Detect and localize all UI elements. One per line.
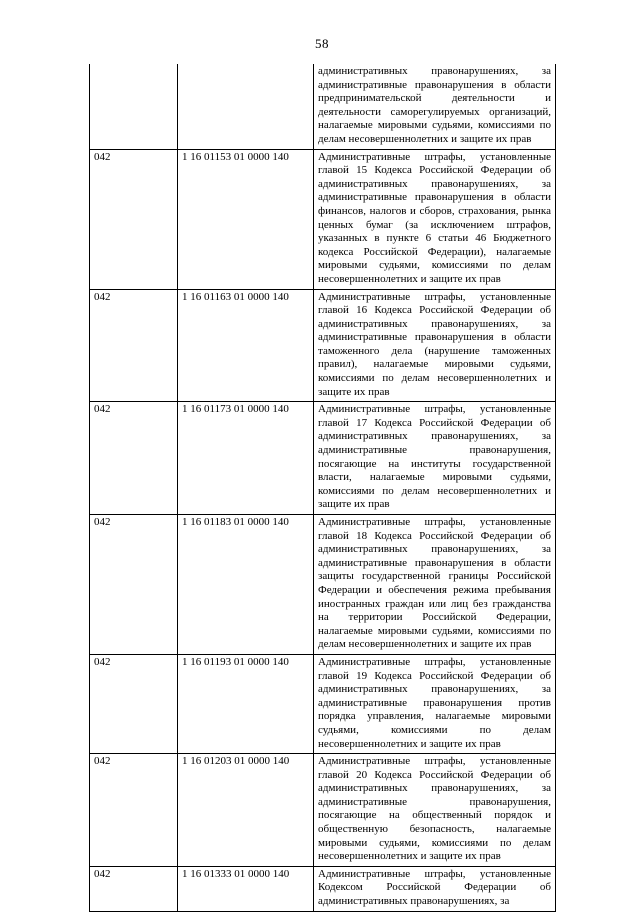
description-cell: Административные штрафы, установленные главой 18 Кодекса Российской Федерации об административных правонарушениях, за административные правонарушения в области защиты государственной границы Российской Федерации и обеспечения режима пребывания иностранных граждан или лиц без гражданства на территории Российской Федерации, налагаемые мировыми судьями, комиссиями по делам несовершеннолетних и защите их прав <box>314 515 556 655</box>
admin-code-cell <box>90 64 178 149</box>
admin-code-cell: 042 <box>90 654 178 753</box>
table-row <box>90 402 556 515</box>
table-row <box>90 654 556 753</box>
description-cell: Административные штрафы, установленные главой 16 Кодекса Российской Федерации об административных правонарушениях, за административные правонарушения в области таможенного дела (нарушение таможенных правил), налагаемые мировыми судьями, комиссиями по делам несовершеннолетних и защите их прав <box>314 289 556 402</box>
kbk-code-cell: 1 16 01333 01 0000 140 <box>178 866 314 911</box>
description-cell: Административные штрафы, установленные главой 19 Кодекса Российской Федерации об административных правонарушениях, за административные правонарушения против порядка управления, налагаемые мировыми судьями, комиссиями по делам несовершеннолетних и защите их прав <box>314 654 556 753</box>
table-row <box>90 64 556 149</box>
kbk-code-cell: 1 16 01153 01 0000 140 <box>178 149 314 289</box>
budget-codes-table <box>89 64 556 912</box>
table-row <box>90 515 556 655</box>
admin-code-cell: 042 <box>90 289 178 402</box>
table-row <box>90 149 556 289</box>
kbk-code-cell: 1 16 01183 01 0000 140 <box>178 515 314 655</box>
kbk-code-cell: 1 16 01193 01 0000 140 <box>178 654 314 753</box>
page-number: 58 <box>315 36 329 51</box>
admin-code-cell: 042 <box>90 515 178 655</box>
table-row <box>90 289 556 402</box>
table-row <box>90 866 556 911</box>
admin-code-cell: 042 <box>90 754 178 867</box>
kbk-code-cell: 1 16 01163 01 0000 140 <box>178 289 314 402</box>
admin-code-cell: 042 <box>90 402 178 515</box>
description-cell: Административные штрафы, установленные главой 20 Кодекса Российской Федерации об административных правонарушениях, за административные правонарушения, посягающие на общественный порядок и общественную безопасность, налагаемые мировыми судьями, комиссиями по делам несовершеннолетних и защите их прав <box>314 754 556 867</box>
description-cell: Административные штрафы, установленные главой 17 Кодекса Российской Федерации об административных правонарушениях, за административные правонарушения, посягающие на институты государственной власти, налагаемые мировыми судьями, комиссиями по делам несовершеннолетних и защите их прав <box>314 402 556 515</box>
admin-code-cell: 042 <box>90 866 178 911</box>
table-row <box>90 754 556 867</box>
description-cell: Административные штрафы, установленные Кодексом Российской Федерации об административных правонарушениях, за <box>314 866 556 911</box>
kbk-code-cell <box>178 64 314 149</box>
description-cell: административных правонарушениях, за административные правонарушения в области предпринимательской деятельности и деятельности саморегулируемых организаций, налагаемые мировыми судьями, комиссиями по делам несовершеннолетних и защите их прав <box>314 64 556 149</box>
description-cell: Административные штрафы, установленные главой 15 Кодекса Российской Федерации об административных правонарушениях, за административные правонарушения в области финансов, налогов и сборов, страхования, рынка ценных бумаг (за исключением штрафов, указанных в пункте 6 статьи 46 Бюджетного кодекса Российской Федерации), налагаемые мировыми судьями, комиссиями по делам несовершеннолетних и защите их прав <box>314 149 556 289</box>
kbk-code-cell: 1 16 01203 01 0000 140 <box>178 754 314 867</box>
admin-code-cell: 042 <box>90 149 178 289</box>
kbk-code-cell: 1 16 01173 01 0000 140 <box>178 402 314 515</box>
